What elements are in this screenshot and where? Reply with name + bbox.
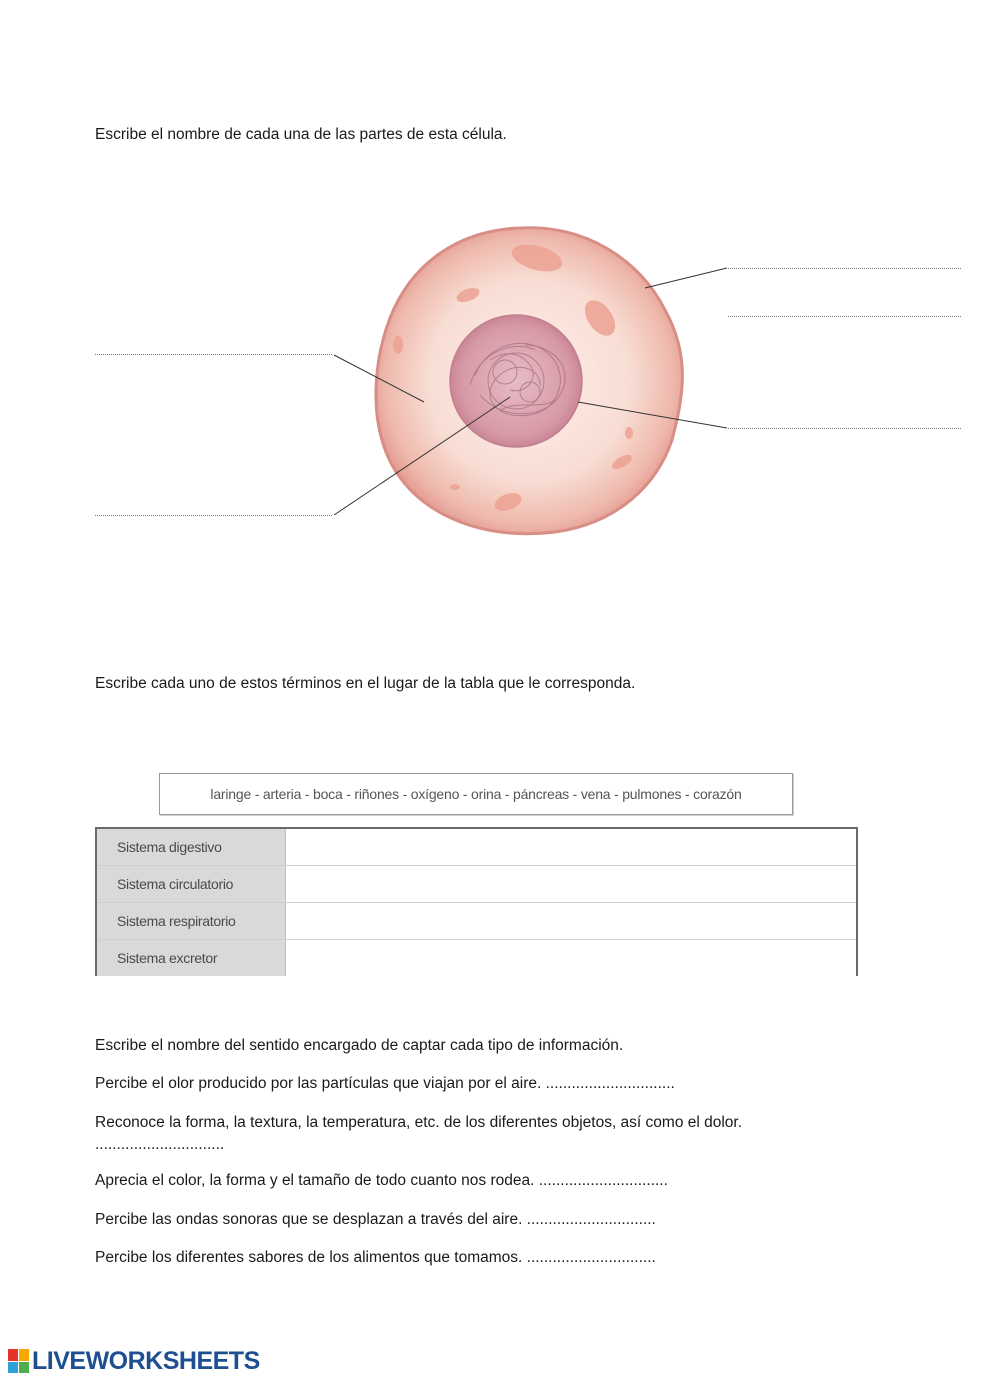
system-answer-cell[interactable] bbox=[286, 903, 856, 939]
instruction-senses: Escribe el nombre del sentido encargado de captar cada tipo de información. bbox=[95, 1037, 624, 1054]
leader-membrane bbox=[645, 268, 727, 288]
system-label: Sistema digestivo bbox=[97, 829, 286, 865]
question-sight: Aprecia el color, la forma y el tamaño de todo cuanto nos rodea. .............................. bbox=[95, 1172, 668, 1189]
table-row bbox=[97, 829, 856, 866]
system-label: Sistema respiratorio bbox=[97, 903, 286, 939]
instruction-cell-parts: Escribe el nombre de cada una de las partes de esta célula. bbox=[95, 126, 507, 143]
systems-table bbox=[95, 827, 858, 976]
nucleus bbox=[450, 315, 582, 447]
table-row bbox=[97, 903, 856, 940]
answer-line-membrane-2[interactable] bbox=[728, 316, 961, 317]
question-hearing: Percibe las ondas sonoras que se desplazan a través del aire. .............................. bbox=[95, 1211, 656, 1228]
answer-line-membrane[interactable] bbox=[728, 268, 961, 269]
question-touch: Reconoce la forma, la textura, la temperatura, etc. de los diferentes objetos, así como el dolor. .............................. bbox=[95, 1114, 743, 1153]
table-row bbox=[97, 866, 856, 903]
system-answer-cell[interactable] bbox=[286, 940, 856, 976]
question-smell: Percibe el olor producido por las partículas que viajan por el aire. .............................. bbox=[95, 1075, 675, 1092]
logo-badge-icon bbox=[8, 1349, 29, 1373]
liveworksheets-logo bbox=[8, 1346, 260, 1376]
system-answer-cell[interactable] bbox=[286, 829, 856, 865]
system-label: Sistema circulatorio bbox=[97, 866, 286, 902]
cell-diagram bbox=[0, 0, 1000, 600]
answer-line-nucleus[interactable] bbox=[728, 428, 961, 429]
system-answer-cell[interactable] bbox=[286, 866, 856, 902]
terms-list: laringe - arteria - boca - riñones - oxígeno - orina - páncreas - vena - pulmones - corazón bbox=[210, 786, 742, 802]
system-label: Sistema excretor bbox=[97, 940, 286, 976]
logo-text: LIVEWORKSHEETS bbox=[32, 1346, 260, 1375]
terms-box bbox=[159, 773, 793, 815]
instruction-terms-table: Escribe cada uno de estos términos en el lugar de la tabla que le corresponda. bbox=[95, 675, 636, 692]
answer-line-chromatin[interactable] bbox=[95, 515, 332, 516]
question-taste: Percibe los diferentes sabores de los alimentos que tomamos. .............................. bbox=[95, 1249, 656, 1266]
answer-line-cytoplasm[interactable] bbox=[95, 354, 332, 355]
table-row bbox=[97, 940, 856, 976]
